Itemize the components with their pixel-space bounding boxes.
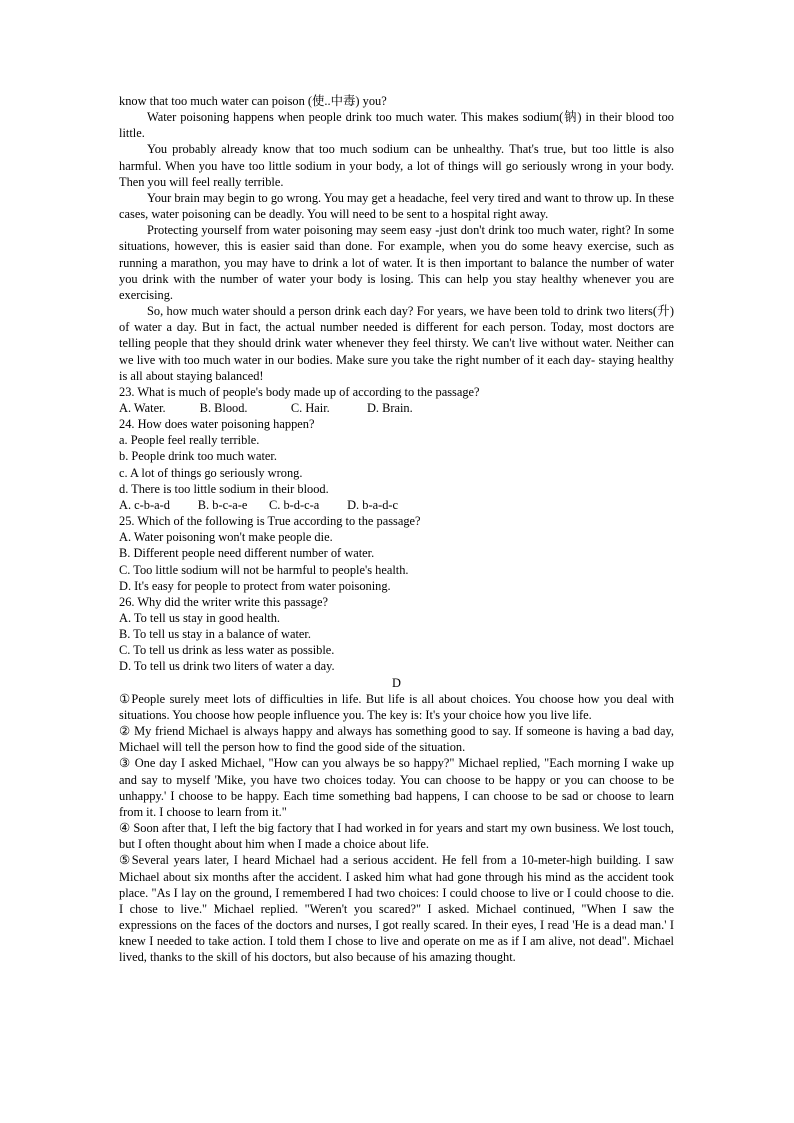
passage-c-paragraph: know that too much water can poison (使..中毒) you? (119, 94, 387, 108)
question-23 (119, 384, 674, 416)
question-item: a. People feel really terrible. (119, 433, 260, 448)
question-options: A. c-b-a-d B. b-c-a-e C. b-d-c-a D. b-a-d-c (119, 497, 399, 512)
passage-d-paragraph: ①People surely meet lots of difficulties in life. But life is all about choices. You choose how you deal with situations. You choose how people influence you. The key is: It's your choice how you live life. (119, 691, 674, 722)
section-heading: D (392, 675, 401, 690)
question-stem: 26. Why did the writer write this passage? (119, 594, 328, 609)
question-option: A. Water poisoning won't make people die. (119, 530, 333, 545)
question-option: B. To tell us stay in a balance of water. (119, 627, 311, 642)
passage-d-paragraph: ② My friend Michael is always happy and always has something good to say. If someone is having a bad day, Michael will tell the person how to find the good side of the situation. (119, 724, 674, 755)
question-24 (119, 416, 674, 513)
exam-page (119, 93, 674, 965)
question-option: C. Too little sodium will not be harmful to people's health. (119, 562, 409, 577)
passage-c-paragraph: Water poisoning happens when people drink too much water. This makes sodium(钠) in their blood too little. (119, 110, 674, 141)
question-option: D. To tell us drink two liters of water a day. (119, 659, 335, 674)
passage-c-paragraph: Protecting yourself from water poisoning may seem easy -just don't drink too much water, right? In some situations, however, this is easier said than done. For example, when you do some heavy exercise, such as running a marathon, you may have to drink a lot of water. It is then important to balance the number of water you drink with the number of water your body is losing. This can help you stay healthy whenever you are exercising. (119, 223, 674, 302)
question-option: B. Different people need different number of water. (119, 546, 375, 561)
passage-c-paragraph: You probably already know that too much sodium can be unhealthy. That's true, but too little is also harmful. When you have too little sodium in your body, a lot of things will go seriously wrong in your body. Then you will feel really terrible. (119, 142, 674, 189)
question-25 (119, 513, 674, 594)
question-item: c. A lot of things go seriously wrong. (119, 465, 303, 480)
question-item: b. People drink too much water. (119, 449, 277, 464)
question-option: D. It's easy for people to protect from water poisoning. (119, 578, 391, 593)
passage-d-paragraph: ③ One day I asked Michael, "How can you always be so happy?" Michael replied, "Each morning I wake up and say to myself 'Mike, you have two choices today. You can choose to be happy or you can choose to be unhappy.' I choose to be happy. Each time something bad happens, I can choose to be sad or choose to learn from it. I choose to learn from it." (119, 756, 674, 819)
question-stem: 23. What is much of people's body made up of according to the passage? (119, 384, 480, 399)
passage-c-paragraph: Your brain may begin to go wrong. You may get a headache, feel very tired and want to throw up. In these cases, water poisoning can be deadly. You will need to be sent to a hospital right away. (119, 190, 674, 222)
question-options: A. Water. B. Blood. C. Hair. D. Brain. (119, 400, 413, 415)
question-option: A. To tell us stay in good health. (119, 611, 280, 625)
question-stem: 24. How does water poisoning happen? (119, 417, 315, 432)
question-26 (119, 594, 674, 675)
question-option: C. To tell us drink as less water as possible. (119, 643, 335, 658)
passage-d-paragraph: ⑤Several years later, I heard Michael had a serious accident. He fell from a 10-meter-high building. I saw Michael about six months after the accident. I asked him what had gone through his mind as the accident took place. "As I lay on the ground, I remembered I had two choices: I could choose to live or I could choose to die. I chose to live." Michael replied. "Weren't you scared?" I asked. Michael continued, "When I saw the expressions on the faces of the doctors and nurses, I got really scared. In their eyes, I read 'He is a dead man.' I knew I needed to take action. I told them I chose to live and operate on me as if I am alive, not dead". Michael lived, thanks to the skill of his doctors, but also because of his amazing thought. (119, 853, 674, 965)
passage-d-paragraph: ④ Soon after that, I left the big factory that I had worked in for years and start my own business. We lost touch, but I often thought about him when I made a choice about life. (119, 821, 674, 852)
question-item: d. There is too little sodium in their blood. (119, 481, 329, 496)
question-stem: 25. Which of the following is True according to the passage? (119, 514, 421, 529)
passage-c-paragraph: So, how much water should a person drink each day? For years, we have been told to drink two liters(升) of water a day. But in fact, the actual number needed is different for each person. Today, most doctors are telling people that they should drink water whenever they feel thirsty. We can't live without water. Neither can we live with too much water in our bodies. Make sure you take the right number of it each day- staying healthy is all about staying balanced! (119, 304, 674, 383)
